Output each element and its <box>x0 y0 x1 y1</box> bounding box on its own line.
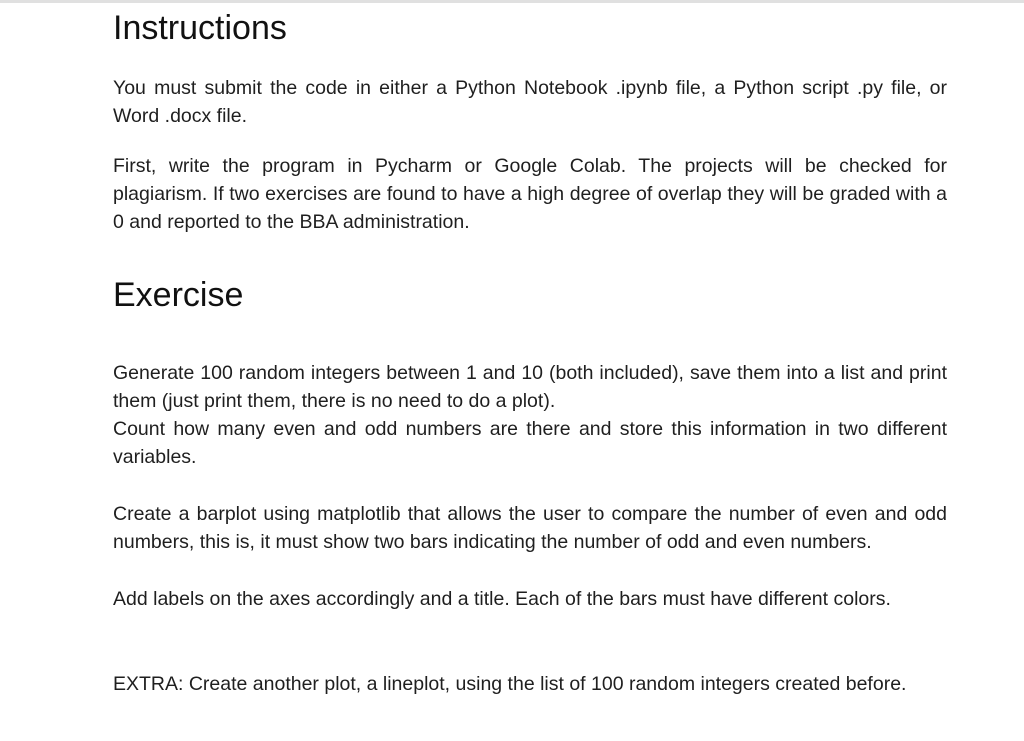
generate-integers-paragraph: Generate 100 random integers between 1 and 10 (both included), save them into a list and print them (just print them, there is no need to do a plot). <box>113 362 947 412</box>
exercise-heading: Exercise <box>113 276 244 314</box>
count-even-odd-paragraph: Count how many even and odd numbers are there and store this information in two different variables. <box>113 418 947 468</box>
page-top-divider <box>0 0 1024 3</box>
submission-format-paragraph: You must submit the code in either a Python Notebook .ipynb file, a Python script .py file, or Word .docx file. <box>113 77 947 127</box>
extra-lineplot-paragraph: EXTRA: Create another plot, a lineplot, using the list of 100 random integers created before. <box>113 673 907 695</box>
labels-colors-paragraph: Add labels on the axes accordingly and a title. Each of the bars must have different colors. <box>113 588 891 610</box>
barplot-paragraph: Create a barplot using matplotlib that allows the user to compare the number of even and odd numbers, this is, it must show two bars indicating the number of odd and even numbers. <box>113 503 947 553</box>
instructions-heading: Instructions <box>113 9 287 47</box>
plagiarism-paragraph: First, write the program in Pycharm or Google Colab. The projects will be checked for plagiarism. If two exercises are found to have a high degree of overlap they will be graded with a 0 and reported to the BBA administration. <box>113 155 947 233</box>
